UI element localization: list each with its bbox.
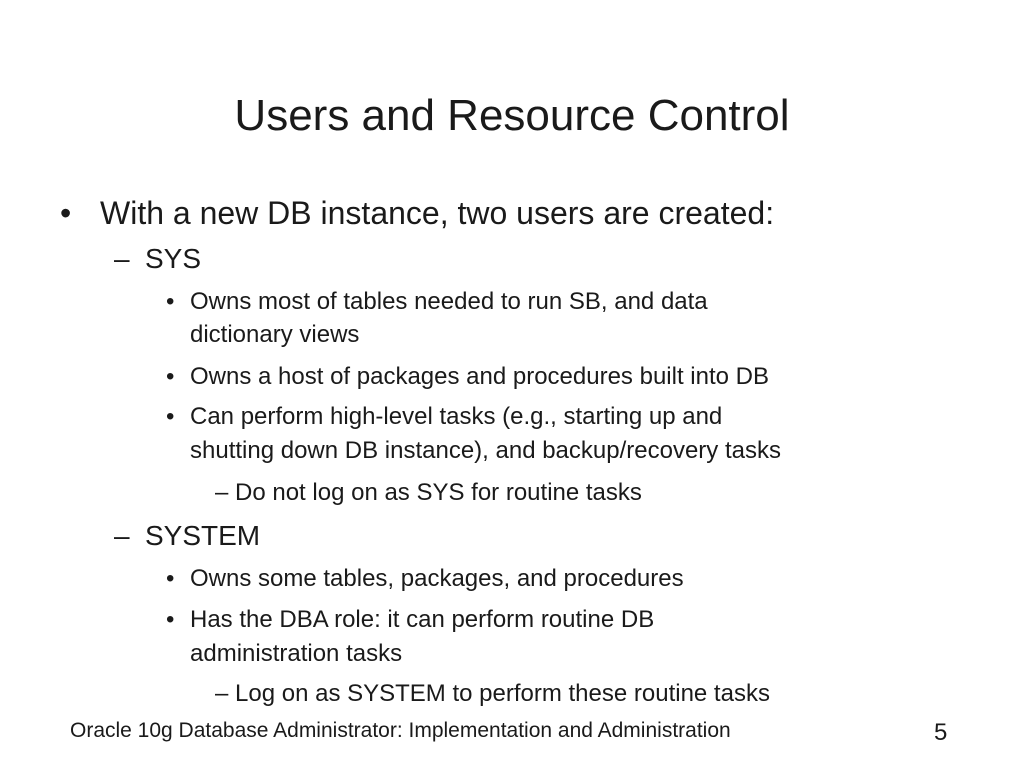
bullet-marker: •: [166, 363, 175, 390]
sys-owns-tables-bullet: [166, 285, 708, 318]
bullet-text: administration tasks: [190, 640, 403, 667]
system-dba-bullet: [166, 603, 655, 636]
bullet-text: shutting down DB instance), and backup/recovery tasks: [190, 437, 781, 464]
bullet-text: Has the DBA role: it can perform routine DB: [190, 606, 655, 633]
sub-bullet-text: SYS: [145, 243, 202, 274]
bullet-marker: •: [166, 565, 175, 592]
bullet-text: Owns most of tables needed to run SB, and data: [190, 288, 708, 315]
sub-bullet-system: [114, 520, 261, 552]
sys-owns-tables-continuation: [190, 318, 359, 351]
dash-marker: –: [114, 243, 130, 274]
page-number: 5: [934, 719, 948, 746]
sub-bullet-sys: [114, 243, 202, 275]
sys-owns-packages-bullet: [166, 360, 769, 393]
bullet-marker: •: [166, 288, 175, 315]
footer-course-title: Oracle 10g Database Administrator: Implementation and Administration: [70, 719, 731, 742]
system-note: [215, 679, 770, 709]
slide-title: Users and Resource Control: [234, 91, 790, 140]
bullet-text: dictionary views: [190, 321, 360, 348]
sub-bullet-text: SYSTEM: [145, 520, 261, 551]
bullet-marker: •: [166, 606, 175, 633]
sys-tasks-bullet: [166, 400, 723, 433]
bullet-text: With a new DB instance, two users are created:: [100, 195, 775, 231]
system-owns-bullet: [166, 562, 684, 595]
bullet-text: Owns a host of packages and procedures built into DB: [190, 363, 769, 390]
bullet-marker: •: [166, 403, 175, 430]
bullet-text: Can perform high-level tasks (e.g., starting up and: [190, 403, 723, 430]
dash-marker: –: [114, 520, 130, 551]
bullet-text: Owns some tables, packages, and procedures: [190, 565, 684, 592]
sys-note: [215, 478, 642, 508]
note-text: – Log on as SYSTEM to perform these routine tasks: [215, 680, 770, 707]
sys-tasks-continuation: [190, 434, 781, 467]
note-text: – Do not log on as SYS for routine tasks: [215, 479, 642, 506]
bullet-marker: •: [60, 195, 72, 231]
bullet-intro: [60, 195, 775, 231]
system-dba-continuation: [190, 637, 402, 670]
